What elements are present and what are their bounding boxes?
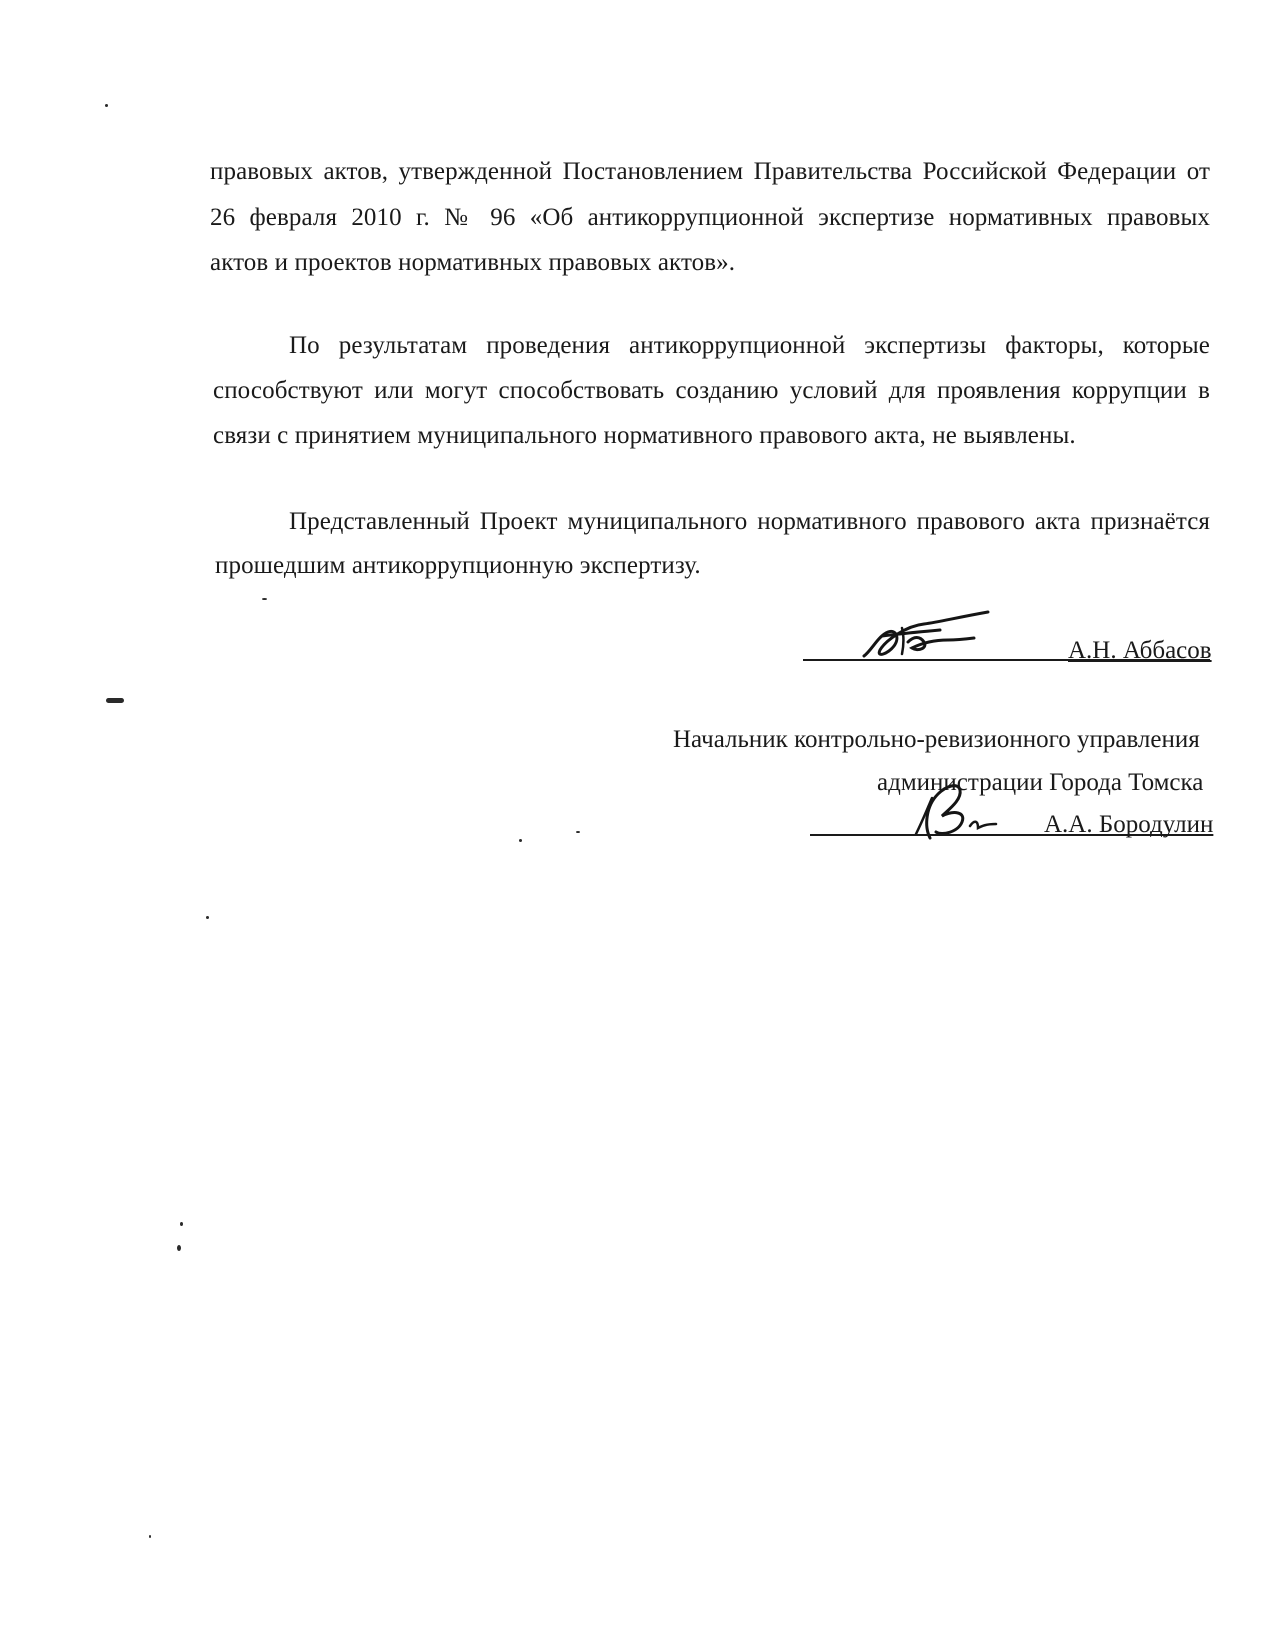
paragraph-line: связи с принятием муниципального нормативного правового акта, не выявлены.: [213, 422, 1076, 449]
scan-speck: [180, 1222, 183, 1226]
paragraph-line: 26 февраля 2010 г. № 96 «Об антикоррупционной экспертизе нормативных правовых: [210, 204, 1210, 231]
scan-speck: [105, 104, 108, 107]
paragraph-line: прошедшим антикоррупционную экспертизу.: [215, 552, 701, 579]
paragraph-line: способствуют или могут способствовать созданию условий для проявления коррупции в: [213, 377, 1210, 404]
scan-speck: [149, 1535, 151, 1538]
paragraph-line: Представленный Проект муниципального нормативного правового акта признаётся: [289, 508, 1210, 535]
scan-speck: [106, 698, 124, 703]
paragraph-line: По результатам проведения антикоррупционной экспертизы факторы, которые: [289, 332, 1210, 359]
scan-speck: [177, 1245, 181, 1251]
scan-speck: [206, 916, 209, 919]
paragraph-line: правовых актов, утвержденной Постановлением Правительства Российской Федерации от: [210, 158, 1210, 185]
signatory-organization: администрации Города Томска: [877, 769, 1204, 796]
scan-speck: [519, 839, 522, 842]
signatory-name: А.Н. Аббасов: [1068, 637, 1212, 664]
paragraph-line: актов и проектов нормативных правовых актов».: [210, 249, 736, 276]
scan-speck: [262, 598, 267, 600]
signatory-position: Начальник контрольно-ревизионного управления: [673, 726, 1200, 753]
scan-speck: [576, 831, 580, 833]
signatory-name: А.А. Бородулин: [1044, 811, 1214, 838]
handwritten-signature-1: [858, 606, 998, 666]
